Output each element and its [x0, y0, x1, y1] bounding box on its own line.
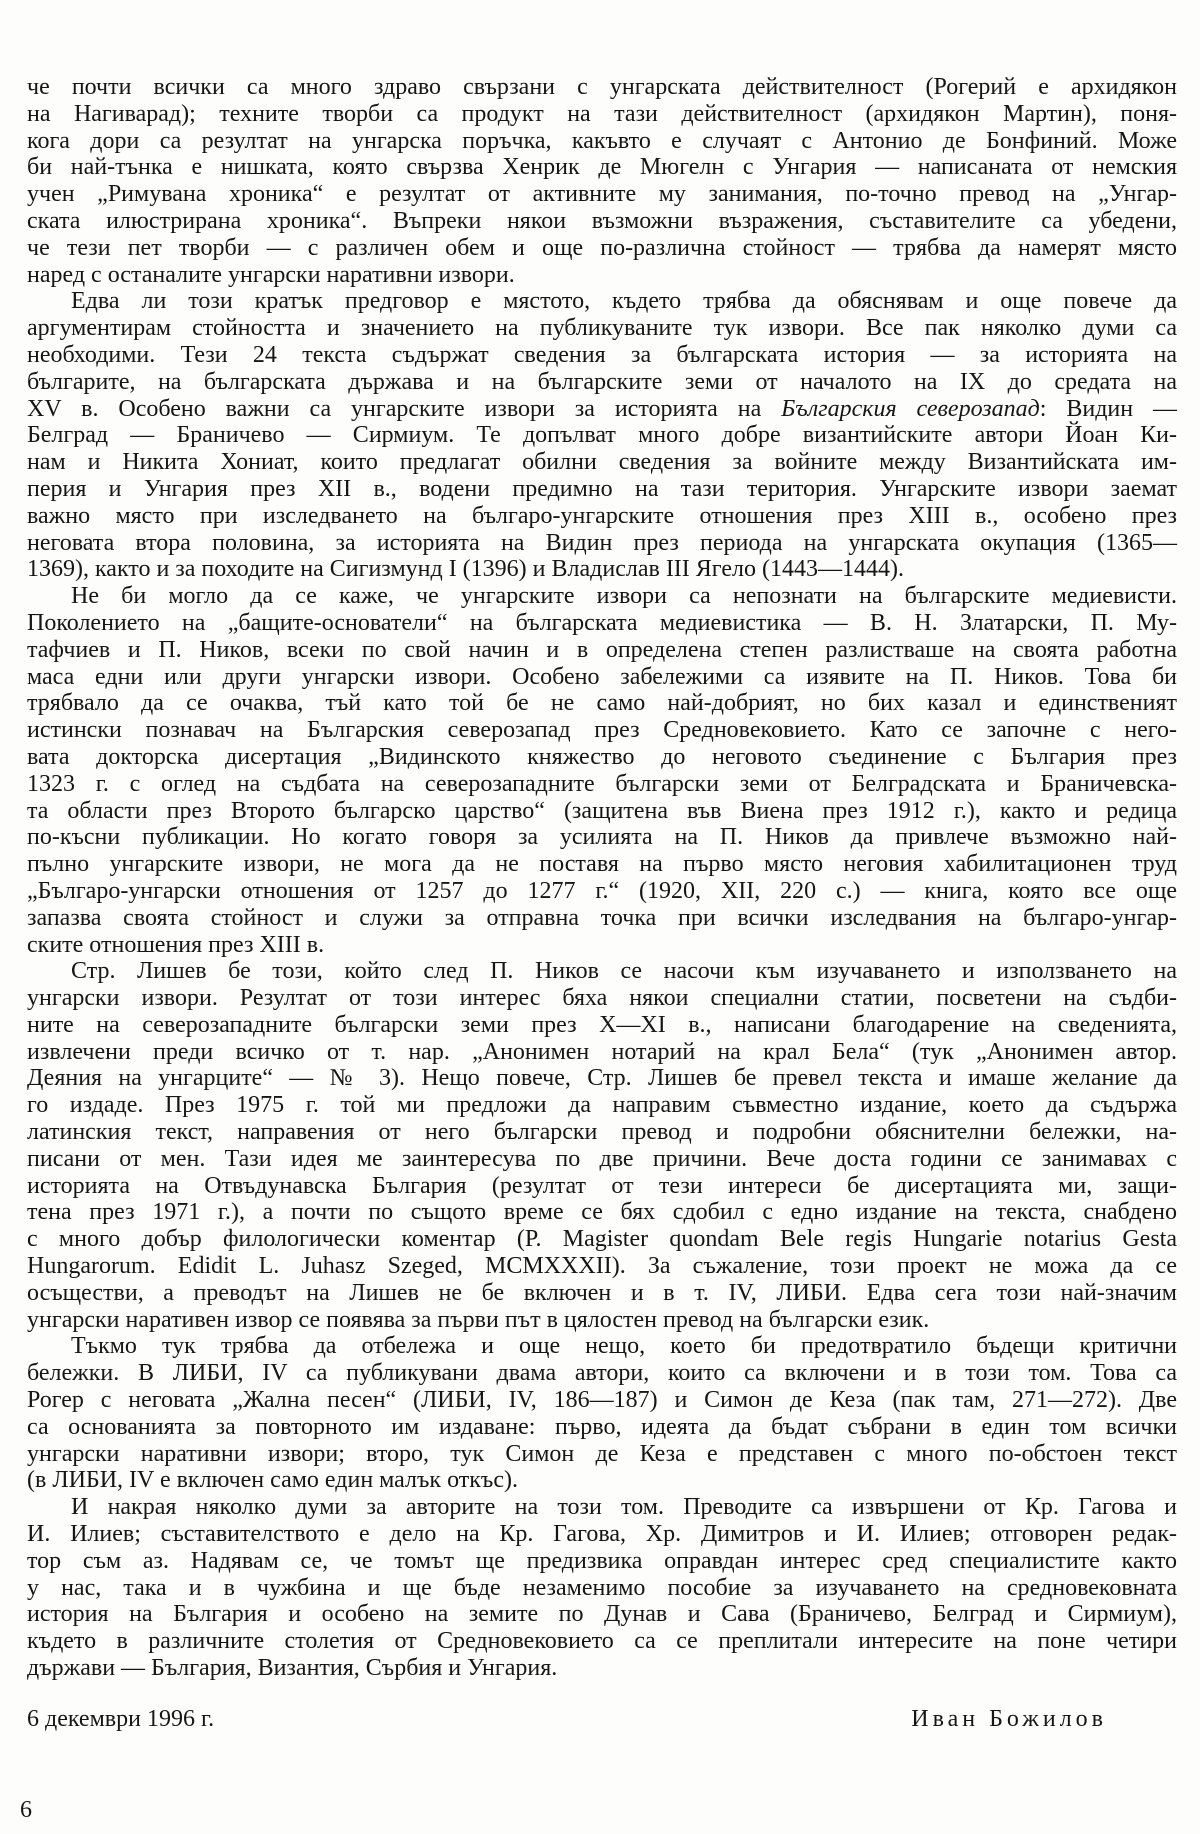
text-line: вата докторска дисертация „Видинското княжество до неговото съединение с България през: [27, 743, 1177, 770]
text-line: тор съм аз. Надявам се, че томът ще предизвика оправдан интерес сред специалистите както: [27, 1547, 1177, 1574]
italic-term: Българския северозапад: [781, 395, 1040, 422]
text-line: маса едни или други унгарски извори. Особено забележими са изявите на П. Ников. Това би: [27, 663, 1177, 690]
text-line: ните на северозападните български земи през X—XI в., написани благодарение на сведенията,: [27, 1011, 1177, 1038]
text-line: тена през 1971 г.), а почти по същото време се бях сдобил с едно издание на текста, снабдено: [27, 1199, 1177, 1226]
text-segment: XV в. Особено важни са унгарските извори за историята на: [27, 395, 782, 422]
text-line: 1369), както и за походите на Сигизмунд I (1396) и Владислав III Ягело (1443—1444).: [27, 556, 904, 583]
text-line: трябвало да се очаква, тъй като той бе не само най-добрият, но бих казал и единственият: [27, 690, 1177, 717]
text-line: ските отношения през XIII в.: [27, 931, 325, 958]
text-line: писани от мен. Тази идея ме заинтересува по две причини. Вече доста години се занимавах с: [27, 1145, 1177, 1172]
text-line: тафчиев и П. Ников, всеки по свой начин и в определена степен разлистваше на своята работна: [27, 636, 1177, 663]
text-line: [27, 396, 1177, 423]
text-line: на Нагиварад); техните творби са продукт на тази действителност (архидякон Мартин), поня-: [27, 100, 1177, 127]
paragraph: [27, 1494, 1177, 1682]
text-line: унгарски наративен извор се появява за първи път в цялостен превод на български език.: [27, 1306, 930, 1333]
text-line: че тези пет творби — с различен обем и още по-различна стойност — трябва да намерят място: [27, 234, 1177, 261]
text-line: важно място при изследването на българо-унгарските отношения през XIII в., особено през: [27, 502, 1177, 529]
text-line: осъществи, а преводът на Лишев не бе включен и в т. IV, ЛИБИ. Едва сега този най-значим: [27, 1279, 1177, 1306]
text-line: унгарски извори. Резултат от този интерес бяха някои специални статии, посветени на съдби-: [27, 985, 1177, 1012]
text-line: И накрая няколко думи за авторите на този том. Преводите са извършени от Кр. Гагова и: [71, 1494, 1177, 1521]
text-line: нам и Никита Хониат, които предлагат обилни сведения за войните между Византийската им-: [27, 449, 1177, 476]
text-line: „Българо-унгарски отношения от 1257 до 1277 г.“ (1920, XII, 220 с.) — книга, която все още: [27, 877, 1177, 904]
text-line: би най-тънка е нишката, която свързва Хенрик де Мюгелн с Унгария — написаната от немския: [27, 154, 1177, 181]
text-line: И. Илиев; съставителството е дело на Кр. Гагова, Хр. Димитров и И. Илиев; отговорен редак-: [27, 1521, 1177, 1548]
text-line: учен „Римувана хроника“ е резултат от активните му занимания, по-точно превод на „Унгар-: [27, 181, 1177, 208]
text-line: неговата втора половина, за историята на Видин през периода на унгарската окупация (1365—: [27, 529, 1177, 556]
text-segment: : Видин —: [1039, 395, 1177, 422]
paragraph: [27, 288, 1177, 583]
text-line: та области през Второто българско царство“ (защитена във Виена през 1912 г.), както и редица: [27, 797, 1177, 824]
signature: Иван Божилов: [911, 1706, 1107, 1732]
text-line: извлечени преди всичко от т. нар. „Анонимен нотарий на крал Бела“ (тук „Анонимен автор.: [27, 1038, 1177, 1065]
text-line: у нас, така и в чужбина и ще бъде незаменимо пособие за изучаването на средновековната: [27, 1574, 1177, 1601]
text-line: латинския текст, направения от него български превод и подробни обяснителни бележки, на-: [27, 1119, 1177, 1146]
text-line: държави — България, Византия, Сърбия и Унгария.: [27, 1655, 558, 1682]
closing: [27, 1706, 1107, 1733]
text-line: Рогер с неговата „Жална песен“ (ЛИБИ, IV, 186—187) и Симон де Кеза (пак там, 271—272). Две: [27, 1387, 1177, 1414]
text-line: го издаде. През 1975 г. той ми предложи да направим съвместно издание, което да съдържа: [27, 1092, 1177, 1119]
text-line: перия и Унгария през XII в., водени предимно на тази територия. Унгарските извори заемат: [27, 475, 1177, 502]
text-line: историята на Отвъдунавска България (резултат от тези интереси бе дисертацията ми, защи-: [27, 1172, 1177, 1199]
text-line: че почти всички са много здраво свързани с унгарската действителност (Рогерий е архидякон: [27, 74, 1177, 100]
date: 6 декември 1996 г.: [27, 1706, 215, 1732]
text-line: българите, на българската държава и на българските земи от началото на IX до средата на: [27, 368, 1177, 395]
text-line: бележки. В ЛИБИ, IV са публикувани двама автори, които са включени и в този том. Това са: [27, 1360, 1177, 1387]
text-line: Не би могло да се каже, че унгарските извори са непознати на българските медиевисти.: [71, 583, 1177, 610]
text-line: аргументирам стойността и значението на публикуваните тук извори. Все пак няколко думи са: [27, 315, 1177, 342]
text-line: унгарски наративни извори; второ, тук Симон де Кеза е представен с много по-обстоен текст: [27, 1440, 1177, 1467]
paragraph: [27, 958, 1177, 1333]
text-line: кога дори са резултат на унгарска поръчка, какъвто е случаят с Антонио де Бонфиний. Може: [27, 127, 1177, 154]
text-line: Тъкмо тук трябва да отбележа и още нещо, което би предотвратило бъдещи критични: [71, 1333, 1177, 1360]
text-line: необходими. Тези 24 текста съдържат сведения за българската история — за историята на: [27, 341, 1177, 368]
paragraph: [27, 1333, 1177, 1494]
text-line: история на България и особено на земите по Дунав и Сава (Браничево, Белград и Сирмиум),: [27, 1601, 1177, 1628]
page-number: 6: [20, 1797, 32, 1823]
text-line: истински познавач на Българския северозапад през Средновековието. Като се започне с него-: [27, 717, 1177, 744]
text-line: (в ЛИБИ, IV е включен само един малък откъс).: [27, 1467, 518, 1494]
text-line: Деяния на унгарците“ — № 3). Нещо повече, Стр. Лишев бе превел текста и имаше желание да: [27, 1065, 1177, 1092]
text-line: Стр. Лишев бе този, който след П. Ников се насочи към изучаването и използването на: [71, 958, 1177, 985]
text-line: Hungarorum. Edidit L. Juhasz Szeged, MCMXXXII). За съжаление, този проект не можа да се: [27, 1253, 1177, 1280]
text-line: са основанията за повторното им издаване: първо, идеята да бъдат събрани в един том всички: [27, 1413, 1177, 1440]
text-line: запазва своята стойност и служи за отправна точка при всички изследвания на българо-унгар-: [27, 904, 1177, 931]
text-line: ската илюстрирана хроника“. Въпреки някои възможни възражения, съставителите са убедени,: [27, 207, 1177, 234]
paragraph: [27, 74, 1177, 288]
body-text: [27, 74, 1177, 1682]
text-line: по-късни публикации. Но когато говоря за усилията на П. Ников да привлече възможно най-: [27, 824, 1177, 851]
paragraph: [27, 583, 1177, 958]
text-line: наред с останалите унгарски наративни извори.: [27, 261, 515, 288]
text-line: където в различните столетия от Средновековието са се преплитали интересите на поне четири: [27, 1628, 1177, 1655]
text-line: пълно унгарските извори, не мога да не поставя на първо място неговия хабилитационен труд: [27, 851, 1177, 878]
text-line: Поколението на „бащите-основатели“ на българската медиевистика — В. Н. Златарски, П. Му-: [27, 609, 1177, 636]
text-line: Белград — Браничево — Сирмиум. Те допълват много добре византийските автори Йоан Ки-: [27, 422, 1177, 449]
text-line: Едва ли този кратък предговор е мястото, където трябва да обяснявам и още повече да: [71, 288, 1177, 315]
text-line: с много добър филологически коментар (P. Magister quondam Bele regis Hungarie notarius Gesta: [27, 1226, 1177, 1253]
text-line: 1323 г. с оглед на съдбата на северозападните български земи от Белградската и Браничевска-: [27, 770, 1177, 797]
